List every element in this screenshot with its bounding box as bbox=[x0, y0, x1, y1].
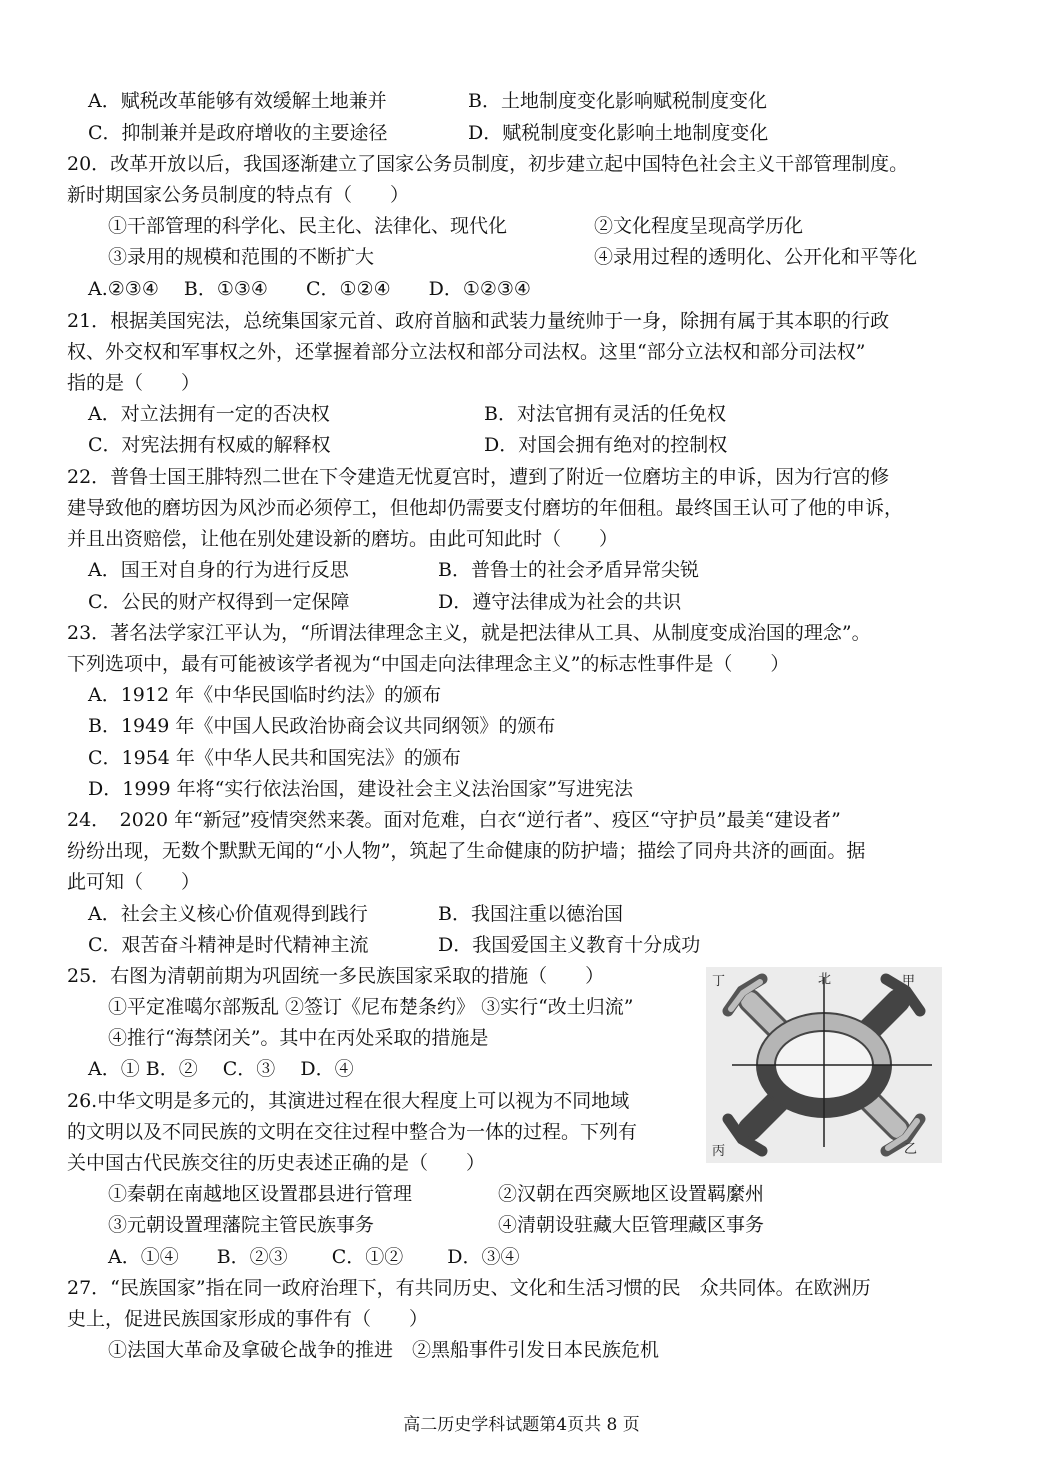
q23-option-d: D．1999 年将“实行依法治国，建设社会主义法治国家”写进宪法 bbox=[88, 778, 634, 800]
q22-stem: 22．普鲁士国王腓特烈二世在下令建造无忧夏宫时，遭到了附近一位磨坊主的申诉，因为行宫的修 bbox=[67, 466, 890, 488]
q24-option-b: B．我国注重以德治国 bbox=[438, 903, 623, 925]
q23-stem: 23．著名法学家江平认为，“所谓法律理念主义，就是把法律从工具、从制度变成治国的理念”。 bbox=[67, 622, 871, 644]
q25-items: ①平定准噶尔部叛乱 ②签订《尼布楚条约》 ③实行“改土归流” bbox=[108, 996, 634, 1018]
q23-option-c: C．1954 年《中华人民共和国宪法》的颁布 bbox=[88, 747, 461, 769]
q19-option-c: C．抑制兼并是政府增收的主要途径 bbox=[88, 122, 388, 144]
q21-stem: 权、外交权和军事权之外，还掌握着部分立法权和部分司法权。这里“部分立法权和部分司法权” bbox=[67, 341, 866, 363]
q26-item: ②汉朝在西突厥地区设置羁縻州 bbox=[498, 1183, 765, 1205]
q19-option-b: B．土地制度变化影响赋税制度变化 bbox=[468, 90, 767, 112]
q22-option-a: A．国王对自身的行为进行反思 bbox=[88, 559, 349, 581]
q24-option-d: D．我国爱国主义教育十分成功 bbox=[438, 934, 701, 956]
diagram-label-north: 北 bbox=[818, 972, 832, 987]
diagram-label-ding: 丁 bbox=[712, 974, 726, 989]
q24-option-c: C．艰苦奋斗精神是时代精神主流 bbox=[88, 934, 369, 956]
qing-frontier-diagram bbox=[706, 967, 942, 1163]
q23-stem: 下列选项中，最有可能被该学者视为“中国走向法律理念主义”的标志性事件是（ ） bbox=[67, 653, 790, 675]
q26-stem: 26.中华文明是多元的，其演进过程在很大程度上可以视为不同地域 bbox=[67, 1090, 630, 1112]
q23-option-a: A．1912 年《中华民国临时约法》的颁布 bbox=[88, 684, 442, 706]
q21-option-d: D．对国会拥有绝对的控制权 bbox=[484, 434, 728, 456]
q27-stem: 27．“民族国家”指在同一政府治理下，有共同历史、文化和生活习惯的民 众共同体。在欧洲历 bbox=[67, 1277, 871, 1299]
q24-stem: 此可知（ ） bbox=[67, 871, 201, 893]
q20-item: ④录用过程的透明化、公开化和平等化 bbox=[594, 246, 918, 268]
q26-options: A．①④ B．②③ C．①② D．③④ bbox=[108, 1246, 520, 1268]
q25-options: A．① B．② C．③ D．④ bbox=[88, 1058, 354, 1080]
q22-stem: 并且出资赔偿，让他在别处建设新的磨坊。由此可知此时（ ） bbox=[67, 528, 619, 550]
q25-items: ④推行“海禁闭关”。其中在丙处采取的措施是 bbox=[108, 1027, 489, 1049]
q22-option-d: D．遵守法律成为社会的共识 bbox=[438, 591, 682, 613]
q21-option-c: C．对宪法拥有权威的解释权 bbox=[88, 434, 331, 456]
q20-item: ②文化程度呈现高学历化 bbox=[594, 215, 804, 237]
q22-option-c: C．公民的财产权得到一定保障 bbox=[88, 591, 350, 613]
diagram-label-bing: 丙 bbox=[712, 1144, 726, 1159]
q24-stem: 24． 2020 年“新冠”疫情突然来袭。面对危难，白衣“逆行者”、疫区“守护员”最美“建设者” bbox=[67, 809, 841, 831]
page-footer: 高二历史学科试题第4页共 8 页 bbox=[403, 1415, 640, 1435]
q26-stem: 关中国古代民族交往的历史表述正确的是（ ） bbox=[67, 1152, 486, 1174]
q26-item: ①秦朝在南越地区设置郡县进行管理 bbox=[108, 1183, 413, 1205]
q20-stem: 20．改革开放以后，我国逐渐建立了国家公务员制度，初步建立起中国特色社会主义干部管理制度。 bbox=[67, 153, 909, 175]
q19-option-a: A．赋税改革能够有效缓解土地兼并 bbox=[88, 90, 387, 112]
q21-stem: 指的是（ ） bbox=[67, 372, 201, 394]
q21-option-b: B．对法官拥有灵活的任免权 bbox=[484, 403, 726, 425]
q23-option-b: B．1949 年《中国人民政治协商会议共同纲领》的颁布 bbox=[88, 715, 556, 737]
q20-item: ①干部管理的科学化、民主化、法律化、现代化 bbox=[108, 215, 508, 237]
diagram-label-jia: 甲 bbox=[902, 974, 916, 989]
q25-stem: 25．右图为清朝前期为巩固统一多民族国家采取的措施（ ） bbox=[67, 965, 605, 987]
diagram-label-yi: 乙 bbox=[904, 1142, 918, 1157]
q27-item: ①法国大革命及拿破仑战争的推进 ②黑船事件引发日本民族危机 bbox=[108, 1339, 660, 1361]
q20-item: ③录用的规模和范围的不断扩大 bbox=[108, 246, 375, 268]
q21-stem: 21．根据美国宪法，总统集国家元首、政府首脑和武装力量统帅于一身，除拥有属于其本职的行政 bbox=[67, 310, 890, 332]
q24-stem: 纷纷出现，无数个默默无闻的“小人物”，筑起了生命健康的防护墙；描绘了同舟共济的画面。据 bbox=[67, 840, 866, 862]
q19-option-d: D．赋税制度变化影响土地制度变化 bbox=[468, 122, 769, 144]
q22-stem: 建导致他的磨坊因为风沙而必须停工，但他却仍需要支付磨坊的年佃租。最终国王认可了他的申诉， bbox=[67, 497, 904, 519]
q24-option-a: A．社会主义核心价值观得到践行 bbox=[88, 903, 368, 925]
q20-options: A.②③④ B．①③④ C．①②④ D．①②③④ bbox=[88, 278, 531, 300]
q21-option-a: A．对立法拥有一定的否决权 bbox=[88, 403, 330, 425]
q26-stem: 的文明以及不同民族的文明在交往过程中整合为一体的过程。下列有 bbox=[67, 1121, 638, 1143]
q26-item: ③元朝设置理藩院主管民族事务 bbox=[108, 1214, 375, 1236]
q27-stem: 史上，促进民族国家形成的事件有（ ） bbox=[67, 1308, 429, 1330]
q22-option-b: B．普鲁士的社会矛盾异常尖锐 bbox=[438, 559, 699, 581]
q26-item: ④清朝设驻藏大臣管理藏区事务 bbox=[498, 1214, 765, 1236]
q20-stem: 新时期国家公务员制度的特点有（ ） bbox=[67, 184, 410, 206]
